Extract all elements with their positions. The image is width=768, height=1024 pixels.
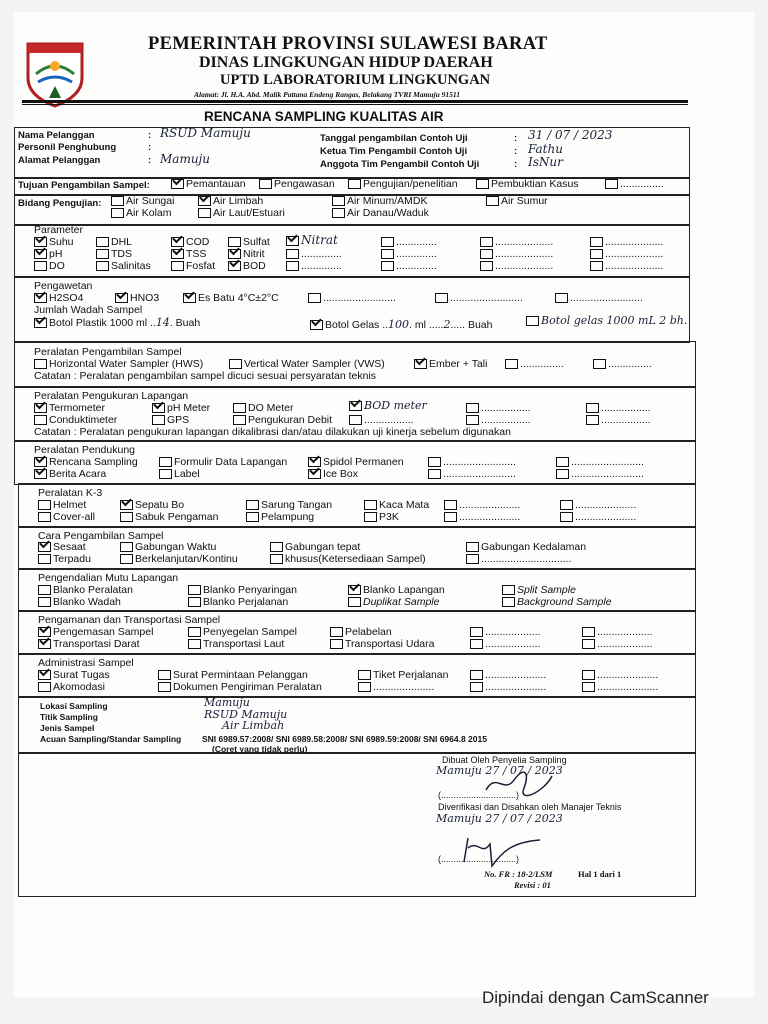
checkbox[interactable] [560,500,573,510]
checkbox[interactable] [171,249,184,259]
cara-khusus[interactable]: khusus(Ketersediaan Sampel) [270,553,426,565]
transport-blank-a[interactable]: ................... [470,626,540,638]
checkbox[interactable] [286,261,299,271]
k3-blank-c[interactable]: ..................... [560,499,636,511]
checkbox[interactable] [111,196,124,206]
pengukuran-blank-d[interactable]: ................. [586,402,651,414]
checkbox[interactable] [466,403,479,413]
param-blank-j[interactable]: .................... [590,248,663,260]
checkbox[interactable] [183,293,196,303]
checkbox[interactable] [349,415,362,425]
verif-date: Mamuju 27 / 07 / 2023 [436,812,563,825]
checkbox[interactable] [470,682,483,692]
pengukuran-phmeter[interactable]: pH Meter [152,402,210,414]
checkbox[interactable] [34,249,47,259]
jenis-value: Air Limbah [222,719,285,732]
bidang-label: Bidang Pengujian: [18,198,102,209]
k3-blank-d[interactable]: ..................... [560,511,636,523]
checkbox[interactable] [358,682,371,692]
param-do[interactable]: DO [34,260,65,272]
colon: : [148,130,152,141]
checkbox[interactable] [470,639,483,649]
bidang-opt-4[interactable]: Air Minum/AMDK [332,195,428,207]
k3-title: Peralatan K-3 [38,487,103,499]
checkbox[interactable] [152,415,165,425]
checkbox[interactable] [38,512,51,522]
checkbox[interactable] [233,403,246,413]
header-address: Alamat: Jl. H.A. Abd. Malik Pattana Endeng Rangas, Belakang TVRI Mamuju 91511 [194,90,461,99]
checkbox[interactable] [286,249,299,259]
checkbox[interactable] [188,597,201,607]
acuan-value: SNI 6989.57:2008/ SNI 6989.58:2008/ SNI 6989.59:2008/ SNI 6964.8 2015 [202,734,487,744]
checkbox[interactable] [120,542,133,552]
checkbox[interactable] [286,236,299,246]
checkbox[interactable] [152,403,165,413]
checkbox[interactable] [590,249,603,259]
checkbox[interactable] [228,261,241,271]
checkbox[interactable] [435,293,448,303]
cara-gabungan-tepat[interactable]: Gabungan tepat [270,541,360,553]
mutu-blanko-wadah[interactable]: Blanko Wadah [38,596,121,608]
checkbox[interactable] [582,627,595,637]
transport-pengemasan[interactable]: Pengemasan Sampel [38,626,153,638]
k3-sarung[interactable]: Sarung Tangan [246,499,332,511]
mutu-blanko-perjalanan[interactable]: Blanko Perjalanan [188,596,288,608]
checkbox[interactable] [198,196,211,206]
form-title: RENCANA SAMPLING KUALITAS AIR [204,109,444,124]
pengukuran-blank-e[interactable]: ................. [586,414,651,426]
admin-blank-d[interactable]: ..................... [582,669,658,681]
alamat-value: Mamuju [160,152,210,166]
checkbox[interactable] [198,208,211,218]
admin-blank-a[interactable]: ..................... [358,681,434,693]
pengawet-esbatu[interactable]: Es Batu 4°C±2°C [183,292,279,304]
checkbox[interactable] [349,401,362,411]
jumlah-wadah-title: Jumlah Wadah Sampel [34,304,143,316]
titik-label: Titik Sampling [40,712,98,722]
pengawet-blank-3[interactable]: ......................... [555,292,643,304]
checkbox[interactable] [171,261,184,271]
param-blank-k[interactable]: .................... [590,260,663,272]
checkbox[interactable] [120,512,133,522]
checkbox[interactable] [470,627,483,637]
footer-form-no: No. FR : 18-2/LSM [484,869,553,879]
checkbox[interactable] [480,249,493,259]
bidang-opt-1[interactable]: Air Kolam [111,207,172,219]
header-line-2: DINAS LINGKUNGAN HIDUP DAERAH [199,54,493,71]
colon: : [514,146,518,157]
transport-blank-c[interactable]: ................... [582,626,652,638]
admin-blank-b[interactable]: ..................... [470,669,546,681]
bidang-opt-6[interactable]: Air Sumur [486,195,548,207]
param-blank-g[interactable]: .................... [480,248,553,260]
param-blank-c[interactable]: .............. [381,236,437,248]
header-line-1: PEMERINTAH PROVINSI SULAWESI BARAT [148,34,548,54]
bidang-opt-3[interactable]: Air Laut/Estuari [198,207,285,219]
checkbox[interactable] [120,500,133,510]
checkbox[interactable] [259,179,272,189]
colon: : [148,142,152,153]
checkbox[interactable] [502,585,515,595]
checkbox[interactable] [308,293,321,303]
jenis-label: Jenis Sampel [40,723,95,733]
pengawet-blank-1[interactable]: ......................... [308,292,396,304]
pendukung-berita[interactable]: Berita Acara [34,468,106,480]
checkbox[interactable] [34,318,47,328]
checkbox[interactable] [590,237,603,247]
checkbox[interactable] [381,261,394,271]
pendukung-blank-a[interactable]: ......................... [428,456,516,468]
admin-dokumen[interactable]: Dokumen Pengiriman Peralatan [158,681,322,693]
pengukuran-title: Peralatan Pengukuran Lapangan [34,390,189,402]
checkbox[interactable] [358,670,371,680]
transport-blank-b[interactable]: ................... [470,638,540,650]
provincial-logo [24,38,86,108]
header-line-3: UPTD LABORATORIUM LINGKUNGAN [220,72,491,88]
lokasi-value: Mamuju [204,696,250,709]
k3-blank-a[interactable]: ..................... [444,499,520,511]
colon: : [514,133,518,144]
k3-coverall[interactable]: Cover-all [38,511,95,523]
pengambilan-blank-2[interactable]: ............... [593,358,652,370]
checkbox[interactable] [188,585,201,595]
checkbox[interactable] [38,682,51,692]
param-dhl[interactable]: DHL [96,236,132,248]
checkbox[interactable] [330,627,343,637]
param-blank-a[interactable]: .............. [286,248,342,260]
pengukuran-debit[interactable]: Pengukuran Debit [233,414,332,426]
k3-kacamata[interactable]: Kaca Mata [364,499,429,511]
checkbox[interactable] [159,457,172,467]
cara-blank[interactable]: ............................... [466,553,571,565]
dibuat-date: Mamuju 27 / 07 / 2023 [436,764,563,777]
checkbox[interactable] [428,457,441,467]
checkbox[interactable] [428,469,441,479]
dibuat-label: Dibuat Oleh Penyelia Sampling [442,755,567,765]
sig-line-2: (..............................) [438,854,520,864]
checkbox[interactable] [188,627,201,637]
footer-revisi: Revisi : 01 [514,880,551,890]
alamat-label: Alamat Pelanggan [18,155,101,166]
param-salinitas[interactable]: Salinitas [96,260,151,272]
param-sulfat[interactable]: Sulfat [228,236,270,248]
pengambilan-note: Catatan : Peralatan pengambilan sampel dicuci sesuai persyaratan teknis [34,370,377,382]
checkbox[interactable] [158,670,171,680]
pengukuran-blank-c[interactable]: ................. [466,414,531,426]
admin-akomodasi[interactable]: Akomodasi [38,681,105,693]
nama-pelanggan-label: Nama Pelanggan [18,130,95,141]
admin-surat-permintaan[interactable]: Surat Permintaan Pelanggan [158,669,308,681]
pengukuran-gps[interactable]: GPS [152,414,189,426]
checkbox[interactable] [111,208,124,218]
checkbox[interactable] [444,500,457,510]
ketua-value: Fathu [528,142,563,156]
checkbox[interactable] [480,261,493,271]
param-blank-e[interactable]: .............. [381,260,437,272]
checkbox[interactable] [560,512,573,522]
checkbox[interactable] [364,512,377,522]
pengawet-blank-2[interactable]: ......................... [435,292,523,304]
cara-sesaat[interactable]: Sesaat [38,541,86,553]
checkbox[interactable] [332,208,345,218]
checkbox[interactable] [476,179,489,189]
checkbox[interactable] [34,359,47,369]
checkbox[interactable] [526,316,539,326]
transport-title: Pengamanan dan Transportasi Sampel [38,614,221,626]
transport-laut[interactable]: Transportasi Laut [188,638,284,650]
coret-note: (Coret yang tidak perlu) [212,744,308,754]
pendukung-blank-d[interactable]: ......................... [556,468,644,480]
param-blank-d[interactable]: .............. [381,248,437,260]
mutu-background[interactable]: Background Sample [502,596,612,608]
checkbox[interactable] [593,359,606,369]
checkbox[interactable] [270,554,283,564]
checkbox[interactable] [555,293,568,303]
pengukuran-termometer[interactable]: Termometer [34,402,105,414]
bidang-opt-5[interactable]: Air Danau/Waduk [332,207,429,219]
param-bod[interactable]: BOD [228,260,266,272]
checkbox[interactable] [159,469,172,479]
transport-darat[interactable]: Transportasi Darat [38,638,140,650]
mutu-duplikat[interactable]: Duplikat Sample [348,596,439,608]
pendukung-rencana[interactable]: Rencana Sampling [34,456,138,468]
wadah-extra[interactable]: Botol gelas 1000 mL 2 bh. [526,314,687,327]
personil-label: Personil Penghubung [18,142,117,153]
bidang-opt-0[interactable]: Air Sungai [111,195,174,207]
colon: : [514,159,518,170]
cara-gabungan-kedalaman[interactable]: Gabungan Kedalaman [466,541,586,553]
pengawet-h2so4[interactable]: H2SO4 [34,292,83,304]
checkbox[interactable] [34,293,47,303]
pendukung-blank-c[interactable]: ......................... [556,456,644,468]
admin-tiket[interactable]: Tiket Perjalanan [358,669,448,681]
mutu-blanko-lapangan[interactable]: Blanko Lapangan [348,584,445,596]
titik-value: RSUD Mamuju [204,708,288,721]
k3-pelampung[interactable]: Pelampung [246,511,314,523]
tujuan-opt-3[interactable]: Pembuktian Kasus [476,178,579,190]
mutu-blanko-peralatan[interactable]: Blanko Peralatan [38,584,133,596]
checkbox[interactable] [414,359,427,369]
checkbox[interactable] [348,597,361,607]
checkbox[interactable] [120,554,133,564]
checkbox[interactable] [34,403,47,413]
param-ph[interactable]: pH [34,248,62,260]
footer-page: Hal 1 dari 1 [578,869,622,879]
pengawet-hno3[interactable]: HNO3 [115,292,159,304]
checkbox[interactable] [330,639,343,649]
tanggal-value: 31 / 07 / 2023 [528,128,613,142]
param-nitrit[interactable]: Nitrit [228,248,265,260]
k3-helmet[interactable]: Helmet [38,499,86,511]
checkbox[interactable] [348,585,361,595]
cara-title: Cara Pengambilan Sampel [38,530,164,542]
anggota-label: Anggota Tim Pengambil Contoh Uji [320,159,480,170]
transport-penyegelan[interactable]: Penyegelan Sampel [188,626,297,638]
checkbox[interactable] [582,682,595,692]
sig-line-1: (..............................) [438,790,520,800]
ketua-label: Ketua Tim Pengambil Contoh Uji [320,146,468,157]
pengambilan-blank-1[interactable]: ............... [505,358,564,370]
k3-sepatu[interactable]: Sepatu Bo [120,499,184,511]
checkbox[interactable] [364,500,377,510]
pengukuran-note: Catatan : Peralatan pengukuran lapangan dikalibrasi dan/atau dilakukan uji kinerja sebelum digunakan [34,426,511,438]
checkbox[interactable] [270,542,283,552]
param-fosfat[interactable]: Fosfat [171,260,215,272]
transport-blank-d[interactable]: ................... [582,638,652,650]
checkbox[interactable] [444,512,457,522]
param-cod[interactable]: COD [171,236,209,248]
transport-udara[interactable]: Transportasi Udara [330,638,434,650]
acuan-label: Acuan Sampling/Standar Sampling [40,734,182,744]
checkbox[interactable] [332,196,345,206]
checkbox[interactable] [586,403,599,413]
pendukung-spidol[interactable]: Spidol Permanen [308,456,404,468]
checkbox[interactable] [115,293,128,303]
checkbox[interactable] [582,670,595,680]
tujuan-opt-1[interactable]: Pengawasan [259,178,335,190]
wadah-plastik[interactable]: Botol Plastik 1000 ml ..14. Buah [34,316,200,329]
parameter-title: Parameter [34,224,84,236]
pengambilan-ember[interactable]: Ember + Tali [414,358,487,370]
scanned-page [14,12,754,997]
lokasi-label: Lokasi Sampling [40,701,108,711]
checkbox[interactable] [171,179,184,189]
tujuan-opt-2[interactable]: Pengujian/penelitian [348,178,458,190]
checkbox[interactable] [34,261,47,271]
transport-pelabelan[interactable]: Pelabelan [330,626,392,638]
admin-blank-e[interactable]: ..................... [582,681,658,693]
checkbox[interactable] [381,237,394,247]
checkbox[interactable] [188,639,201,649]
checkbox[interactable] [586,415,599,425]
checkbox[interactable] [158,682,171,692]
checkbox[interactable] [246,512,259,522]
param-blank-b[interactable]: .............. [286,260,342,272]
anggota-value: IsNur [528,155,563,169]
checkbox[interactable] [556,469,569,479]
checkbox[interactable] [38,500,51,510]
header-rule [22,100,688,103]
pengukuran-blank-b[interactable]: ................. [466,402,531,414]
lokasi-box [18,696,696,754]
checkbox[interactable] [310,320,323,330]
cara-gabungan-waktu[interactable]: Gabungan Waktu [120,541,216,553]
checkbox[interactable] [466,542,479,552]
param-blank-h[interactable]: .................... [480,260,553,272]
mutu-split[interactable]: Split Sample [502,584,576,596]
tujuan-label: Tujuan Pengambilan Sampel: [18,180,150,191]
checkbox[interactable] [308,469,321,479]
checkbox[interactable] [470,670,483,680]
tujuan-opt-other[interactable]: ............... [605,178,664,190]
pengambilan-vws[interactable]: Vertical Water Sampler (VWS) [229,358,385,370]
checkbox[interactable] [38,670,51,680]
cara-kontinu[interactable]: Berkelanjutan/Kontinu [120,553,238,565]
pendukung-label[interactable]: Label [159,468,200,480]
pengukuran-conduktimeter[interactable]: Conduktimeter [34,414,117,426]
bidang-opt-2[interactable]: Air Limbah [198,195,263,207]
pendukung-icebox[interactable]: Ice Box [308,468,358,480]
checkbox[interactable] [480,237,493,247]
admin-surat-tugas[interactable]: Surat Tugas [38,669,110,681]
checkbox[interactable] [96,249,109,259]
checkbox[interactable] [246,500,259,510]
checkbox[interactable] [486,196,499,206]
checkbox[interactable] [38,542,51,552]
param-blank-i[interactable]: .................... [590,236,663,248]
admin-title: Administrasi Sampel [38,657,134,669]
checkbox[interactable] [466,415,479,425]
checkbox[interactable] [38,585,51,595]
checkbox[interactable] [38,597,51,607]
checkbox[interactable] [556,457,569,467]
wadah-gelas[interactable]: Botol Gelas ..100. ml .....2..... Buah [310,318,492,331]
pengawetan-title: Pengawetan [34,280,93,292]
mutu-blanko-penyaringan[interactable]: Blanko Penyaringan [188,584,297,596]
pengambilan-hws[interactable]: Horizontal Water Sampler (HWS) [34,358,203,370]
checkbox[interactable] [605,179,618,189]
pengukuran-blank-a[interactable]: ................. [349,414,414,426]
mutu-title: Pengendalian Mutu Lapangan [38,572,179,584]
camscanner-watermark: Dipindai dengan CamScanner [482,988,709,1007]
checkbox[interactable] [96,237,109,247]
checkbox[interactable] [582,639,595,649]
param-tss[interactable]: TSS [171,248,206,260]
tujuan-opt-0[interactable]: Pemantauan [171,178,246,190]
admin-blank-c[interactable]: ..................... [470,681,546,693]
checkbox[interactable] [229,359,242,369]
checkbox[interactable] [590,261,603,271]
pengambilan-title: Peralatan Pengambilan Sampel [34,346,182,358]
checkbox[interactable] [34,469,47,479]
param-nitrat[interactable]: Nitrat [286,233,338,247]
pendukung-title: Peralatan Pendukung [34,444,135,456]
cara-terpadu[interactable]: Terpadu [38,553,91,565]
header-rule-thin [22,104,688,105]
checkbox[interactable] [505,359,518,369]
colon: : [148,155,152,166]
param-blank-f[interactable]: .................... [480,236,553,248]
checkbox[interactable] [502,597,515,607]
signature-2 [454,832,544,870]
pendukung-formulir[interactable]: Formulir Data Lapangan [159,456,287,468]
k3-sabuk[interactable]: Sabuk Pengaman [120,511,218,523]
nama-pelanggan-value: RSUD Mamuju [160,126,251,140]
tanggal-label: Tanggal pengambilan Contoh Uji [320,133,468,144]
param-suhu[interactable]: Suhu [34,236,74,248]
param-tds[interactable]: TDS [96,248,132,260]
pengukuran-bodmeter[interactable]: BOD meter [349,399,427,412]
pengukuran-dometer[interactable]: DO Meter [233,402,294,414]
checkbox[interactable] [381,249,394,259]
checkbox[interactable] [466,554,479,564]
checkbox[interactable] [34,415,47,425]
checkbox[interactable] [96,261,109,271]
k3-p3k[interactable]: P3K [364,511,399,523]
checkbox[interactable] [38,639,51,649]
checkbox[interactable] [233,415,246,425]
k3-blank-b[interactable]: ..................... [444,511,520,523]
checkbox[interactable] [348,179,361,189]
pendukung-blank-b[interactable]: ......................... [428,468,516,480]
diverifikasi-label: Diverifikasi dan Disahkan oleh Manajer Teknis [438,802,622,812]
checkbox[interactable] [38,554,51,564]
